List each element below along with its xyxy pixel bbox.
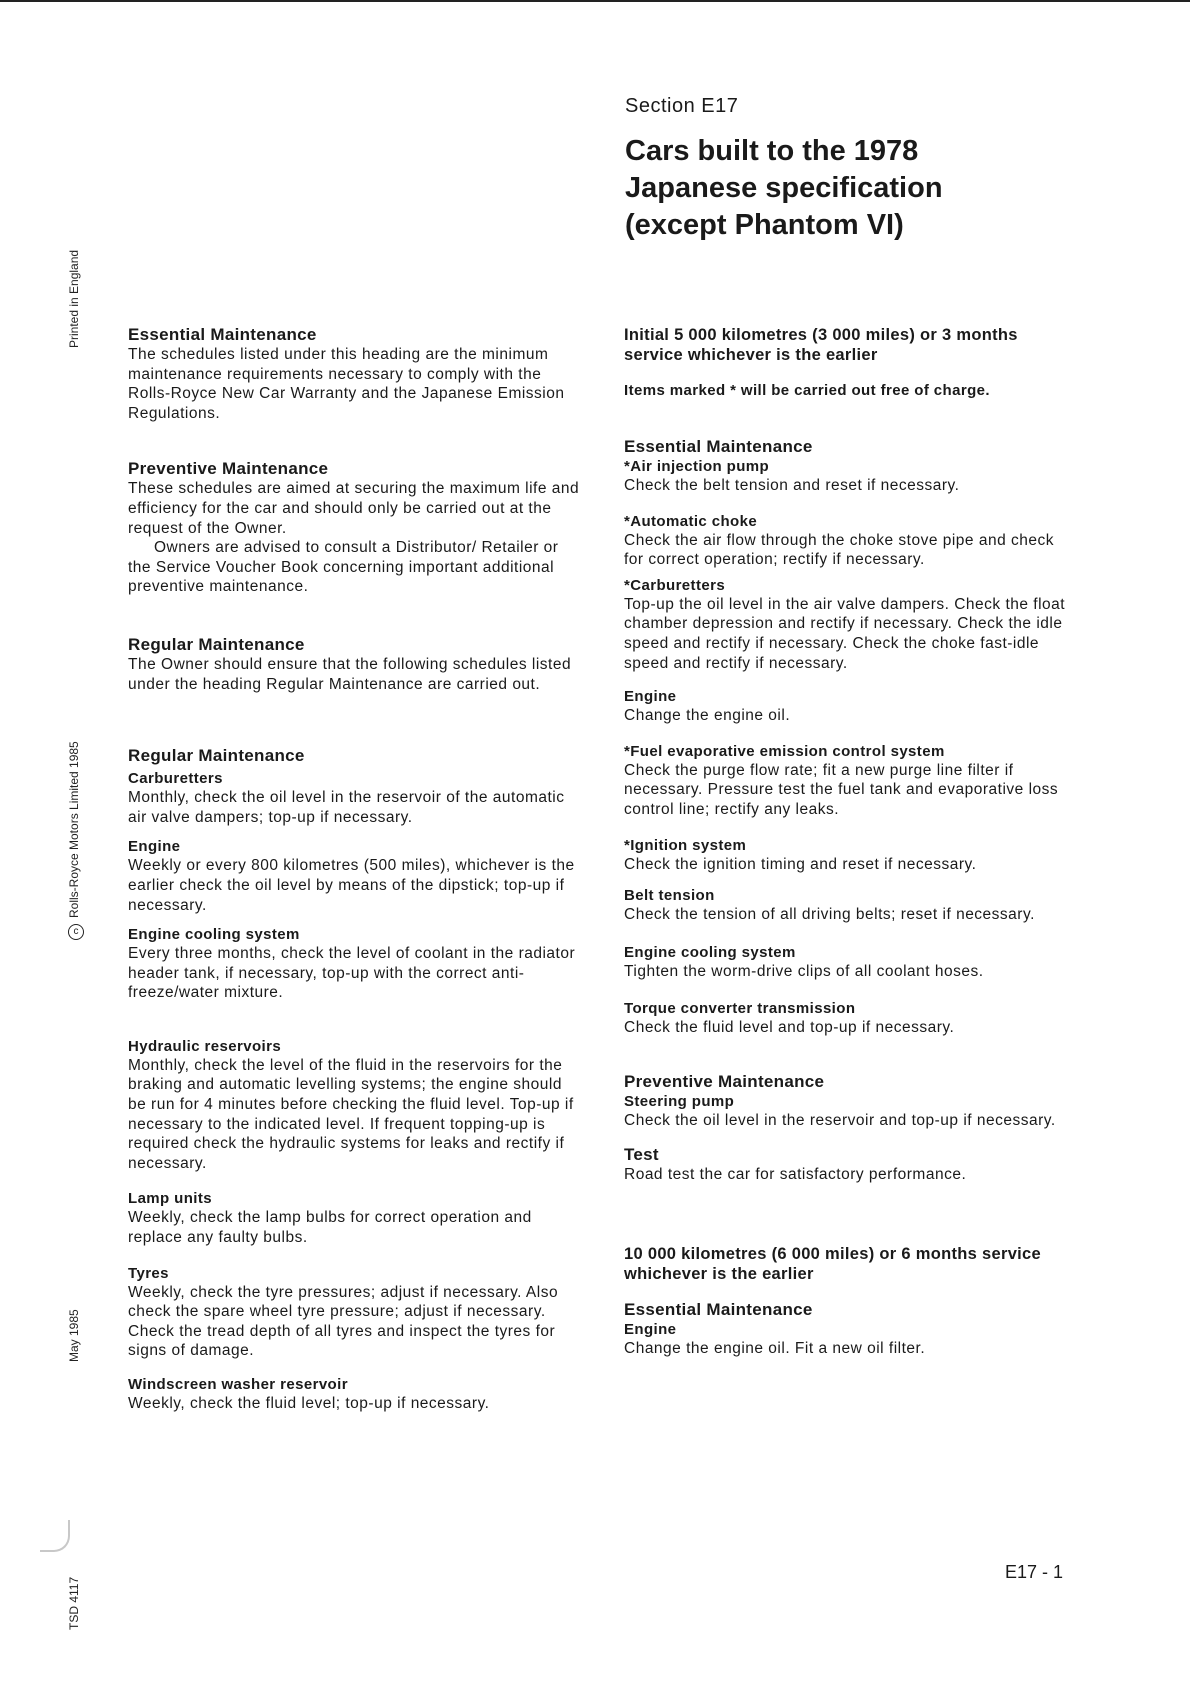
item-title: *Carburetters <box>624 576 726 594</box>
item-text: Road test the car for satisfactory performance. <box>624 1165 967 1183</box>
copyright-symbol: c <box>68 924 84 940</box>
item-text: Check the fluid level and top-up if necessary. <box>624 1019 955 1037</box>
schedule-item <box>128 1037 583 1174</box>
schedule-item <box>624 1145 1074 1185</box>
schedule-item <box>624 886 1074 925</box>
item-title: Engine <box>128 838 181 856</box>
item-text: Every three months, check the level of coolant in the radiator header tank, if necessary, top-up with the correct anti-freeze/water mixture. <box>128 945 576 1002</box>
free-of-charge-note: Items marked * will be carried out free of charge. <box>624 382 990 399</box>
schedule-item <box>624 512 1074 570</box>
item-text: Top-up the oil level in the air valve dampers. Check the float chamber depression and rectify if necessary. Check the idle speed and rectify if necessary. Check the choke fast-idle speed and rectify if necessary. <box>624 595 1066 672</box>
section-heading: Essential Maintenance <box>624 437 813 456</box>
item-text: Weekly, check the tyre pressures; adjust if necessary. Also check the spare wheel tyre pressure; adjust if necessary. Check the tread depth of all tyres and inspect the tyres for signs of damage. <box>128 1283 559 1360</box>
item-text: Tighten the worm-drive clips of all coolant hoses. <box>624 962 984 980</box>
schedule-item <box>624 576 1074 673</box>
schedule-item <box>624 999 1074 1038</box>
title-line: Japanese specification <box>625 172 943 204</box>
print-date: May 1985 <box>67 1309 81 1362</box>
item-text: Weekly, check the fluid level; top-up if necessary. <box>128 1395 490 1412</box>
printed-in-england: Printed in England <box>67 249 81 348</box>
essential-maintenance-definition <box>128 325 583 423</box>
paragraph: The schedules listed under this heading are the minimum maintenance requirements necessary to comply with the Rolls-Royce New Car Warranty and the Japanese Emission Regulations. <box>128 346 565 422</box>
service-interval-heading: 10 000 kilometres (6 000 miles) or 6 months service whichever is the earlier <box>624 1245 1042 1284</box>
page-number: E17 - 1 <box>1005 1562 1064 1582</box>
initial-essential-maintenance <box>624 437 1074 1038</box>
schedule-item <box>624 836 1074 875</box>
section-heading: Preventive Maintenance <box>624 1071 825 1091</box>
item-title: Carburetters <box>128 770 223 788</box>
item-title: Windscreen washer reservoir <box>128 1376 348 1393</box>
schedule-item <box>624 687 1074 726</box>
item-text: Check the oil level in the reservoir and top-up if necessary. <box>624 1111 1056 1129</box>
schedule-item <box>128 1189 583 1247</box>
item-title: *Automatic choke <box>624 512 758 530</box>
schedule-item <box>128 1264 583 1361</box>
initial-preventive-maintenance <box>624 1072 1074 1184</box>
item-text: Check the purge flow rate; fit a new purge line filter if necessary. Pressure test the fuel tank and evaporative loss control line; rectify any leaks. <box>624 761 1059 818</box>
preventive-maintenance-definition <box>128 459 583 597</box>
item-text: Check the air flow through the choke stove pipe and check for correct operation; rectify if necessary. <box>624 531 1055 569</box>
schedule-item <box>128 769 583 827</box>
item-title: Engine <box>624 688 677 706</box>
page-title <box>625 133 943 244</box>
section-heading: Essential Maintenance <box>624 1300 813 1320</box>
item-title: Lamp units <box>128 1190 213 1208</box>
item-title: *Fuel evaporative emission control system <box>624 742 945 760</box>
scan-artifact <box>40 1520 70 1552</box>
paragraph: These schedules are aimed at securing the maximum life and efficiency for the car and should only be carried out at the request of the Owner. <box>128 480 580 537</box>
item-title: *Air injection pump <box>624 458 770 475</box>
regular-maintenance-definition <box>128 635 583 694</box>
top-border <box>0 0 1190 2</box>
schedule-item <box>624 943 1074 982</box>
item-text: Check the belt tension and reset if necessary. <box>624 477 960 494</box>
paragraph: Owners are advised to consult a Distributor/ Retailer or the Service Voucher Book concerning important additional preventive maintenance. <box>128 539 559 596</box>
initial-service-header <box>624 325 1074 400</box>
item-text: Change the engine oil. <box>624 707 791 725</box>
copyright-text: Rolls-Royce Motors Limited 1985 <box>67 741 81 918</box>
item-text: Check the tension of all driving belts; reset if necessary. <box>624 906 1035 924</box>
item-text: Weekly, check the lamp bulbs for correct operation and replace any faulty bulbs. <box>128 1209 532 1247</box>
item-title: Engine cooling system <box>624 943 796 961</box>
section-heading: Regular Maintenance <box>128 634 305 654</box>
regular-maintenance-schedule <box>128 746 583 1413</box>
item-title: Hydraulic reservoirs <box>128 1037 282 1055</box>
copyright-notice <box>67 741 84 940</box>
service-interval-heading: Initial 5 000 kilometres (3 000 miles) or 3 months service whichever is the earlier <box>624 326 1018 364</box>
item-title: Test <box>624 1144 659 1164</box>
schedule-item <box>128 925 583 1003</box>
item-title: Engine cooling system <box>128 926 300 944</box>
item-title: Tyres <box>128 1264 169 1282</box>
item-title: Engine <box>624 1321 677 1339</box>
schedule-item <box>624 742 1074 820</box>
schedule-item <box>624 457 1074 496</box>
section-heading: Regular Maintenance <box>128 746 305 766</box>
section-heading: Preventive Maintenance <box>128 459 329 479</box>
section-label: Section E17 <box>625 95 739 117</box>
item-title: Torque converter transmission <box>624 1000 856 1018</box>
item-text: Change the engine oil. Fit a new oil filter. <box>624 1340 926 1358</box>
schedule-item <box>624 1320 1074 1359</box>
schedule-item <box>128 1375 583 1414</box>
item-title: Steering pump <box>624 1092 735 1110</box>
item-text: Check the ignition timing and reset if necessary. <box>624 855 977 873</box>
item-text: Monthly, check the level of the fluid in the reservoirs for the braking and automatic levelling systems; the engine should be run for 4 minutes before checking the fluid level. Top-up if necessary to the indicated level. If frequent topping-up is required check the hydraulic systems for leaks and rectify if necessary. <box>128 1056 574 1172</box>
schedule-item <box>624 1092 1074 1131</box>
left-column <box>128 325 583 1414</box>
paragraph: The Owner should ensure that the following schedules listed under the heading Regular Maintenance are carried out. <box>128 655 572 693</box>
ten-thousand-km-service <box>624 1244 1074 1359</box>
section-heading: Essential Maintenance <box>128 325 317 344</box>
schedule-item <box>128 837 583 915</box>
title-line: Cars built to the 1978 <box>625 135 919 167</box>
item-title: Belt tension <box>624 887 715 905</box>
document-reference: TSD 4117 <box>67 1576 81 1630</box>
title-line: (except Phantom VI) <box>625 209 904 241</box>
item-text: Monthly, check the oil level in the reservoir of the automatic air valve dampers; top-up if necessary. <box>128 789 565 826</box>
right-column <box>624 325 1074 1359</box>
item-text: Weekly or every 800 kilometres (500 miles), whichever is the earlier check the oil level by means of the dipstick; top-up if necessary. <box>128 857 575 914</box>
item-title: *Ignition system <box>624 836 747 854</box>
